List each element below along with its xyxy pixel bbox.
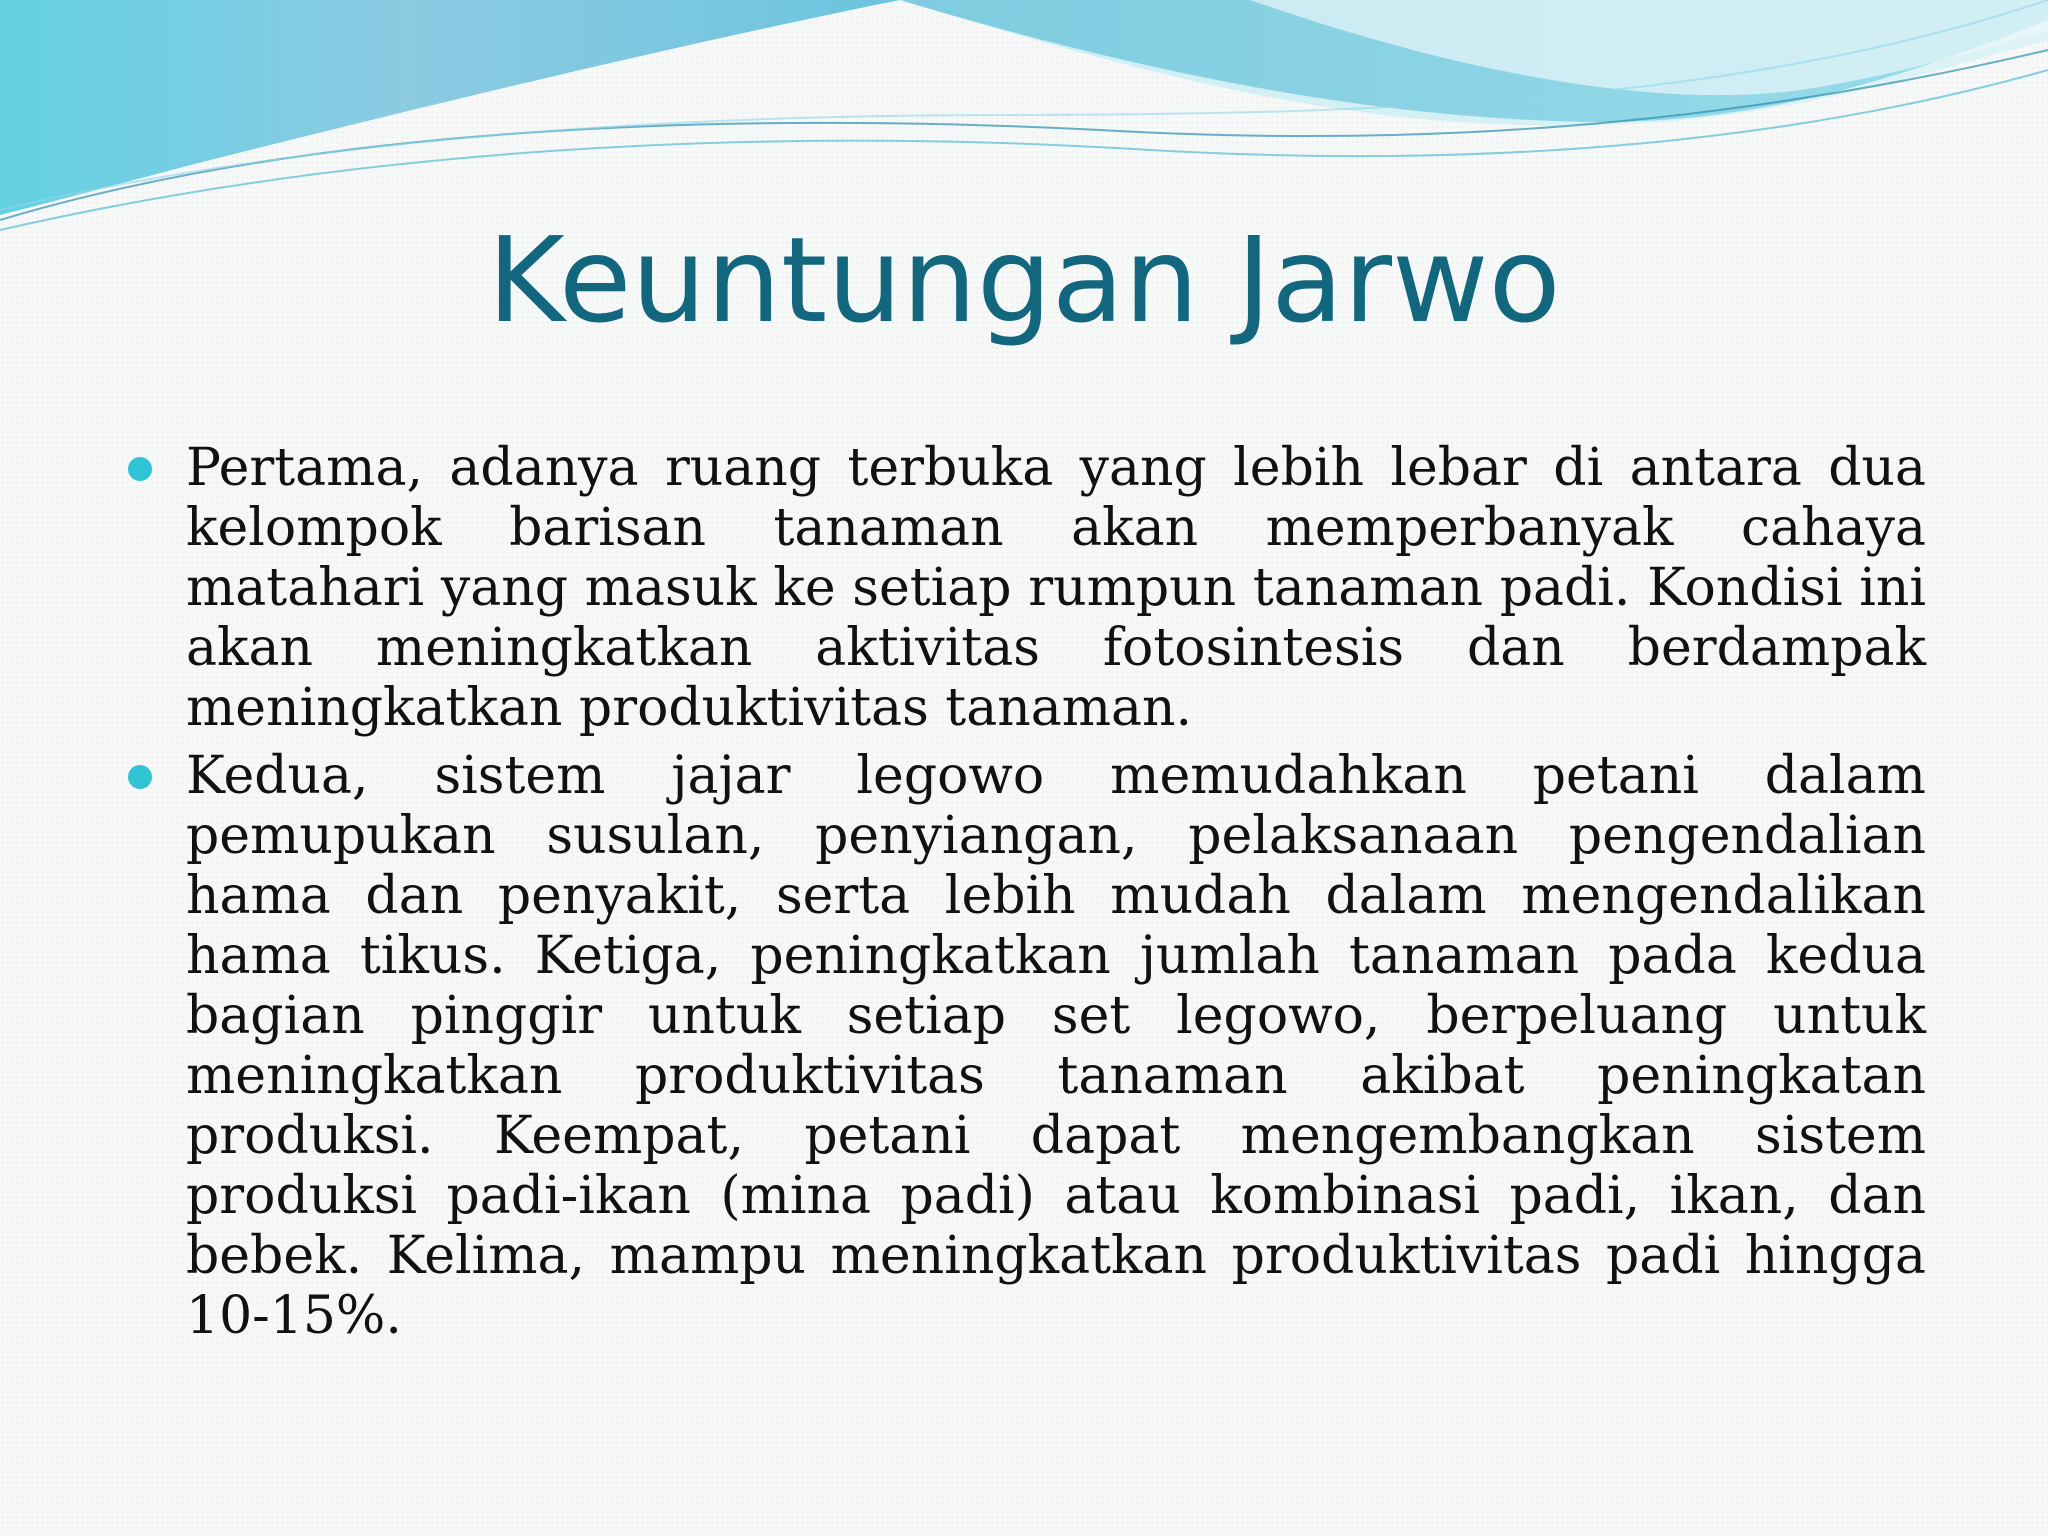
bullet-dot-icon bbox=[128, 457, 152, 481]
bullet-text: Kedua, sistem jajar legowo memudahkan petani dalam pemupukan susulan, penyiangan, pelaksanaan pengendalian hama dan penyakit, serta lebih mudah dalam mengendalikan hama tikus. Ketiga, peningkatkan jumlah tanaman pada kedua bagian pinggir untuk setiap set legowo, berpeluang untuk meningkatkan produktivitas tanaman akibat peningkatan produksi. Keempat, petani dapat mengembangkan sistem produksi padi-ikan (mina padi) atau kombinasi padi, ikan, dan bebek. Kelima, mampu meningkatkan produktivitas padi hingga 10-15%. bbox=[186, 746, 1926, 1346]
bullet-text: Pertama, adanya ruang terbuka yang lebih lebar di antara dua kelompok barisan tanaman akan memperbanyak cahaya matahari yang masuk ke setiap rumpun tanaman padi. Kondisi ini akan meningkatkan aktivitas fotosintesis dan berdampak meningkatkan produktivitas tanaman. bbox=[186, 438, 1926, 738]
bullet-item bbox=[186, 746, 1926, 1346]
bullet-dot-icon bbox=[128, 765, 152, 789]
bullet-list bbox=[186, 438, 1926, 1354]
slide-title: Keuntungan Jarwo bbox=[487, 211, 1561, 349]
bullet-item bbox=[186, 438, 1926, 738]
